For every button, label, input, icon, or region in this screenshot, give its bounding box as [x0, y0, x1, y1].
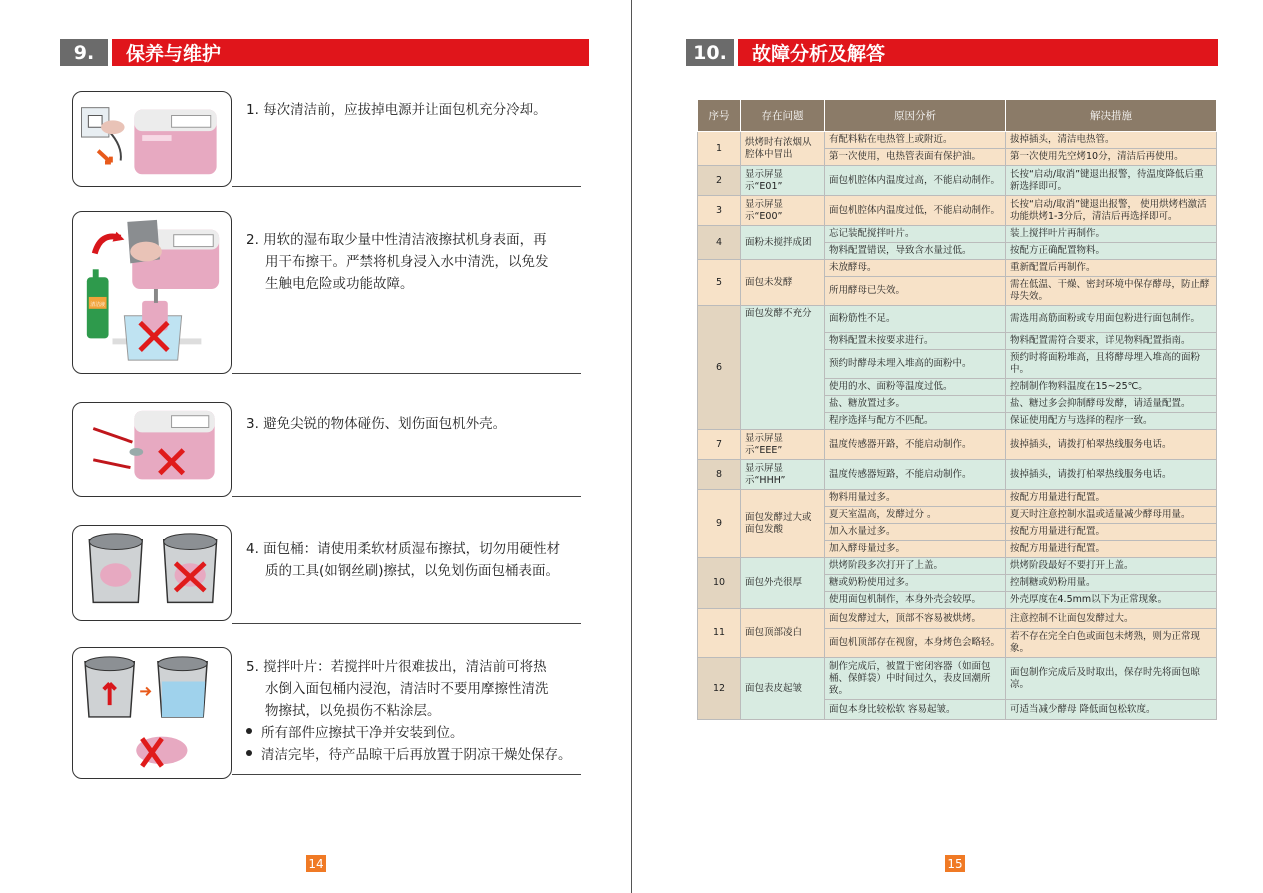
maintenance-item-2: [246, 229, 586, 295]
row-solution: 按配方用量进行配置。: [1006, 541, 1217, 558]
row-number: 12: [698, 658, 741, 720]
row-cause: 面粉筋性不足。: [825, 306, 1006, 333]
row-solution: 装上搅拌叶片再制作。: [1006, 226, 1217, 243]
row-cause: 加入水量过多。: [825, 524, 1006, 541]
item-line: 水倒入面包桶内浸泡，清洁时不要用摩擦性清洗: [265, 681, 549, 697]
row-cause: 烘烤阶段多次打开了上盖。: [825, 558, 1006, 575]
kneading-blade-illustration: [72, 647, 232, 779]
page-number-left: 14: [306, 855, 326, 872]
row-number: 8: [698, 460, 741, 490]
item-line: 5. 搅拌叶片：若搅拌叶片很难拔出，清洁前可将热: [246, 659, 547, 675]
row-cause: 忘记装配搅拌叶片。: [825, 226, 1006, 243]
maintenance-section-header: [60, 39, 589, 66]
row-solution: 按配方正确配置物料。: [1006, 243, 1217, 260]
row-cause: 未放酵母。: [825, 260, 1006, 277]
row-solution: 需在低温、干燥、密封环境中保存酵母，防止酵母失效。: [1006, 277, 1217, 306]
item-divider: [232, 186, 581, 187]
row-cause: 使用的水、面粉等温度过低。: [825, 379, 1006, 396]
bullet-item: [246, 744, 572, 766]
row-problem: 显示屏显示“E01”: [741, 166, 825, 196]
item-line: 4. 面包桶：请使用柔软材质湿布擦拭，切勿用硬性材: [246, 541, 561, 557]
row-solution: 物料配置需符合要求，详见物料配置指南。: [1006, 333, 1217, 350]
row-problem: 显示屏显示“E00”: [741, 196, 825, 226]
table-row: [698, 609, 1217, 629]
bullet-dot: [246, 750, 252, 756]
row-cause: 物料用量过多。: [825, 490, 1006, 507]
row-cause: 物料配置未按要求进行。: [825, 333, 1006, 350]
row-cause: 所用酵母已失效。: [825, 277, 1006, 306]
row-solution: 盐、糖过多会抑制酵母发酵，请适量配置。: [1006, 396, 1217, 413]
row-cause: 温度传感器短路，不能启动制作。: [825, 460, 1006, 490]
section-title: 保养与维护: [112, 39, 589, 66]
table-header-row: [698, 100, 1217, 132]
bullet-dot: [246, 728, 252, 734]
row-problem: 显示屏显示“HHH”: [741, 460, 825, 490]
table-row: [698, 132, 1217, 149]
row-number: 5: [698, 260, 741, 306]
maintenance-item-3: [246, 413, 586, 435]
item-divider: [232, 623, 581, 624]
row-problem: 面粉未搅拌成团: [741, 226, 825, 260]
row-solution: 按配方用量进行配置。: [1006, 524, 1217, 541]
maintenance-item-5: [246, 656, 586, 722]
row-solution: 重新配置后再制作。: [1006, 260, 1217, 277]
page-number-right: 15: [945, 855, 965, 872]
maintenance-item-4: [246, 538, 586, 582]
row-solution: 烘烤阶段最好不要打开上盖。: [1006, 558, 1217, 575]
row-solution: 第一次使用先空烤10分，清洁后再使用。: [1006, 149, 1217, 166]
row-number: 11: [698, 609, 741, 658]
item-line: 生触电危险或功能故障。: [265, 276, 414, 292]
row-solution: 拔掉插头，请拨打柏翠热线服务电话。: [1006, 460, 1217, 490]
header-cause: 原因分析: [825, 100, 1006, 132]
row-solution: 长按“启动/取消”键退出报警，待温度降低后重新选择即可。: [1006, 166, 1217, 196]
row-solution: 拔掉插头，清洁电热管。: [1006, 132, 1217, 149]
header-number: 序号: [698, 100, 741, 132]
section-number: 9.: [60, 39, 108, 66]
row-number: 1: [698, 132, 741, 166]
row-problem: 面包发酵不充分: [741, 306, 825, 430]
row-problem: 面包发酵过大或面包发酸: [741, 490, 825, 558]
row-cause: 物料配置错误，导致含水量过低。: [825, 243, 1006, 260]
section-title: 故障分析及解答: [738, 39, 1218, 66]
row-solution: 拔掉插头，请拨打柏翠热线服务电话。: [1006, 430, 1217, 460]
bread-bucket-cleaning-illustration: [72, 525, 232, 621]
row-problem: 面包顶部凌白: [741, 609, 825, 658]
table-row: [698, 166, 1217, 196]
row-cause: 制作完成后，被置于密闭容器（如面包桶、保鲜袋）中时间过久，表皮回潮所致。: [825, 658, 1006, 700]
row-cause: 面包发酵过大，顶部不容易被烘烤。: [825, 609, 1006, 629]
table-row: [698, 196, 1217, 226]
table-row: [698, 490, 1217, 507]
header-problem: 存在问题: [741, 100, 825, 132]
row-solution: 保证使用配方与选择的程序一致。: [1006, 413, 1217, 430]
table-row: [698, 460, 1217, 490]
bullet-item: [246, 722, 464, 744]
item-line: 质的工具(如钢丝刷)擦拭，以免划伤面包桶表面。: [265, 563, 560, 579]
row-problem: 面包外壳很厚: [741, 558, 825, 609]
row-solution: 预约时将面粉堆高，且将酵母埋入堆高的面粉中。: [1006, 350, 1217, 379]
row-number: 6: [698, 306, 741, 430]
table-body: [698, 132, 1217, 720]
item-line: 物擦拭，以免损伤不粘涂层。: [265, 703, 441, 719]
item-line: 3. 避免尖锐的物体碰伤、划伤面包机外壳。: [246, 416, 507, 432]
item-divider: [232, 774, 581, 775]
row-problem: 面包表皮起皱: [741, 658, 825, 720]
table-row: [698, 658, 1217, 700]
row-problem: 烘烤时有浓烟从腔体中冒出: [741, 132, 825, 166]
row-number: 7: [698, 430, 741, 460]
row-number: 10: [698, 558, 741, 609]
row-solution: 注意控制不让面包发酵过大。: [1006, 609, 1217, 629]
row-cause: 面包机腔体内温度过低，不能启动制作。: [825, 196, 1006, 226]
table-row: [698, 260, 1217, 277]
troubleshooting-table: [697, 99, 1217, 720]
row-cause: 第一次使用，电热管表面有保护油。: [825, 149, 1006, 166]
row-solution: 控制糖或奶粉用量。: [1006, 575, 1217, 592]
troubleshooting-section-header: [686, 39, 1218, 66]
row-cause: 程序选择与配方不匹配。: [825, 413, 1006, 430]
row-solution: 按配方用量进行配置。: [1006, 490, 1217, 507]
item-line: 用干布擦干。严禁将机身浸入水中清洗，以免发: [265, 254, 549, 270]
row-number: 3: [698, 196, 741, 226]
row-cause: 有配料粘在电热管上或附近。: [825, 132, 1006, 149]
row-cause: 夏天室温高，发酵过分 。: [825, 507, 1006, 524]
bullet-text: 清洁完毕，待产品晾干后再放置于阴凉干燥处保存。: [261, 747, 572, 763]
sharp-objects-illustration: [72, 402, 232, 497]
row-number: 2: [698, 166, 741, 196]
bullet-text: 所有部件应擦拭干净并安装到位。: [261, 725, 464, 741]
row-solution: 控制制作物料温度在15~25℃。: [1006, 379, 1217, 396]
wipe-body-illustration: [72, 211, 232, 374]
row-cause: 面包机顶部存在视窗，本身烤色会略轻。: [825, 629, 1006, 658]
bottle-label: 清洁液: [90, 301, 106, 308]
row-cause: 温度传感器开路，不能启动制作。: [825, 430, 1006, 460]
row-solution: 面包制作完成后及时取出，保存时先将面包晾凉。: [1006, 658, 1217, 700]
table-row: [698, 430, 1217, 460]
table-row: [698, 558, 1217, 575]
unplug-illustration: [72, 91, 232, 187]
maintenance-item-1: [246, 99, 586, 121]
row-cause: 糖或奶粉使用过多。: [825, 575, 1006, 592]
row-cause: 使用面包机制作，本身外壳会较厚。: [825, 592, 1006, 609]
item-divider: [232, 373, 581, 374]
row-solution: 外壳厚度在4.5mm以下为正常现象。: [1006, 592, 1217, 609]
row-problem: 面包未发酵: [741, 260, 825, 306]
row-solution: 可适当减少酵母 降低面包松软度。: [1006, 700, 1217, 720]
item-line: 1. 每次清洁前，应拔掉电源并让面包机充分冷却。: [246, 102, 547, 118]
row-number: 9: [698, 490, 741, 558]
header-solution: 解决措施: [1006, 100, 1217, 132]
row-problem: 显示屏显示“EEE”: [741, 430, 825, 460]
row-cause: 盐、糖放置过多。: [825, 396, 1006, 413]
row-cause: 面包机腔体内温度过高，不能启动制作。: [825, 166, 1006, 196]
row-cause: 面包本身比较松软 容易起皱。: [825, 700, 1006, 720]
item-line: 2. 用软的湿布取少量中性清洁液擦拭机身表面，再: [246, 232, 547, 248]
row-solution: 夏天时注意控制水温或适量减少酵母用量。: [1006, 507, 1217, 524]
table-row: [698, 306, 1217, 333]
section-number: 10.: [686, 39, 734, 66]
row-solution: 长按“启动/取消”键退出报警， 使用烘烤档激活功能烘烤1-3分后，清洁后再选择即可。: [1006, 196, 1217, 226]
row-solution: 若不存在完全白色或面包未烤熟，则为正常现象。: [1006, 629, 1217, 658]
page-divider: [631, 0, 632, 893]
table-row: [698, 226, 1217, 243]
item-divider: [232, 496, 581, 497]
row-cause: 预约时酵母未埋入堆高的面粉中。: [825, 350, 1006, 379]
row-number: 4: [698, 226, 741, 260]
row-cause: 加入酵母量过多。: [825, 541, 1006, 558]
row-solution: 需选用高筋面粉或专用面包粉进行面包制作。: [1006, 306, 1217, 333]
